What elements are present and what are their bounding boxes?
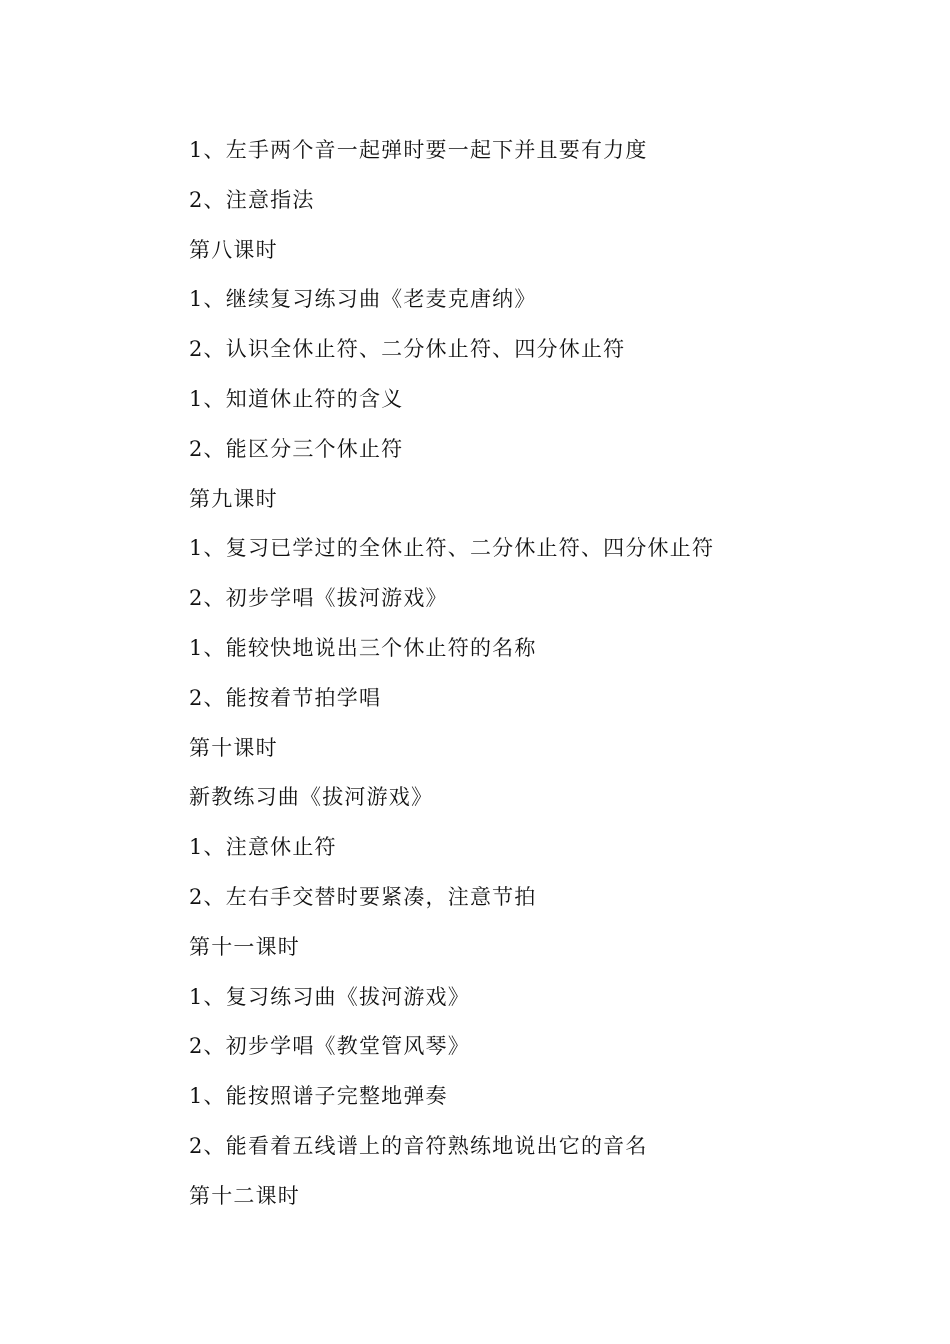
text-line: 1、继续复习练习曲《老麦克唐纳》: [189, 287, 537, 312]
text-line: 2、能区分三个休止符: [189, 436, 404, 461]
text-line: 2、注意指法: [189, 187, 315, 212]
text-line: 1、能较快地说出三个休止符的名称: [189, 635, 537, 660]
text-line: 2、能看着五线谱上的音符熟练地说出它的音名: [189, 1133, 648, 1158]
lesson-heading: 第十课时: [189, 735, 278, 760]
lesson-heading: 第八课时: [189, 237, 278, 262]
lesson-heading: 第九课时: [189, 486, 278, 511]
text-line: 1、复习已学过的全休止符、二分休止符、四分休止符: [189, 536, 715, 561]
text-line: 1、左手两个音一起弹时要一起下并且要有力度: [189, 138, 648, 162]
text-line: 新教练习曲《拔河游戏》: [189, 785, 434, 810]
text-line: 2、认识全休止符、二分休止符、四分休止符: [189, 337, 626, 362]
text-line: 2、能按着节拍学唱: [189, 685, 382, 710]
lesson-heading: 第十一课时: [189, 934, 300, 959]
text-line: 1、知道休止符的含义: [189, 386, 404, 411]
text-line: 2、左右手交替时要紧凑，注意节拍: [189, 884, 537, 909]
text-line: 2、初步学唱《教堂管风琴》: [189, 1034, 470, 1059]
text-line: 1、能按照谱子完整地弹奏: [189, 1084, 448, 1109]
text-line: 1、注意休止符: [189, 835, 337, 860]
text-line: 2、初步学唱《拔河游戏》: [189, 586, 448, 611]
lesson-plan-text: [189, 126, 889, 1222]
text-line: 1、复习练习曲《拔河游戏》: [189, 984, 470, 1009]
lesson-heading: 第十二课时: [189, 1183, 300, 1208]
